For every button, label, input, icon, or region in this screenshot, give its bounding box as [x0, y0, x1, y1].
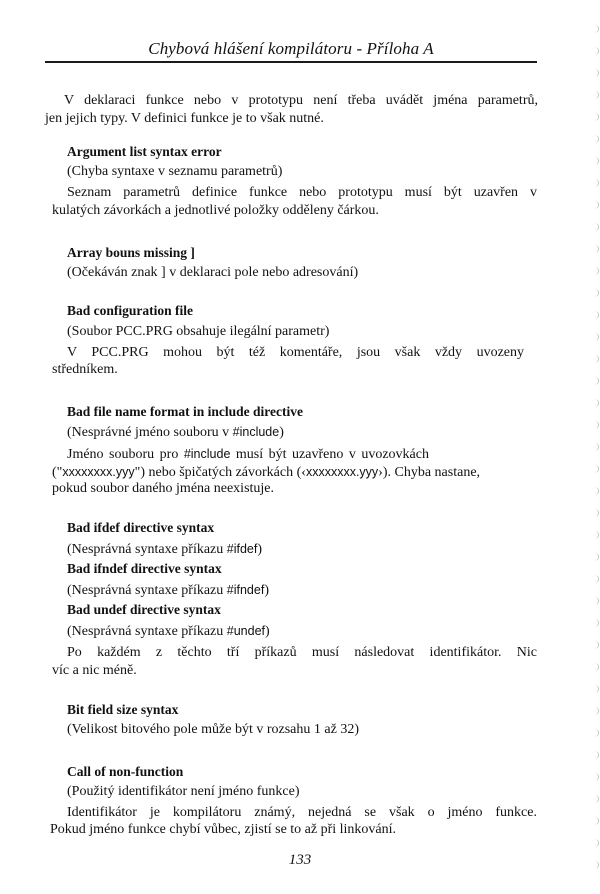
margin-mark — [594, 773, 599, 781]
margin-mark — [594, 795, 599, 803]
margin-mark — [594, 25, 599, 33]
section-title: Bad file name format in include directive — [67, 404, 303, 419]
section-body-line: Pokud jméno funkce chybí vůbec, zjistí se to až při linkování. — [50, 822, 397, 837]
translation-text: ) — [279, 425, 284, 440]
margin-mark — [594, 729, 599, 737]
section-translation: (Očekáván znak ] v deklaraci pole nebo adresování) — [67, 265, 359, 280]
margin-mark — [594, 553, 599, 561]
section-title: Argument list syntax error — [67, 144, 222, 159]
running-header-title: Chybová hlášení kompilátoru - Příloha A — [148, 39, 434, 58]
section-body-line — [52, 464, 480, 481]
margin-mark — [594, 443, 599, 451]
margin-mark — [594, 47, 599, 55]
margin-mark — [594, 421, 599, 429]
translation-text: (Nesprávná syntaxe příkazu — [67, 583, 227, 598]
margin-mark — [594, 69, 599, 77]
margin-mark — [594, 289, 599, 297]
section-body-line: kulatých závorkách a jednotlivé položky odděleny čárkou. — [52, 203, 379, 218]
margin-mark — [594, 355, 599, 363]
margin-mark — [594, 465, 599, 473]
translation-text: (Nesprávná syntaxe příkazu — [67, 624, 227, 639]
code-ifndef: #ifndef — [226, 583, 265, 597]
margin-mark — [594, 135, 599, 143]
margin-mark — [594, 509, 599, 517]
body-text: musí být uzavřeno v uvozovkách — [230, 447, 429, 462]
translation-text: (Nesprávná syntaxe příkazu — [67, 542, 227, 557]
section-title: Bad ifdef directive syntax — [67, 520, 215, 535]
margin-mark — [594, 91, 599, 99]
section-title: Bad configuration file — [67, 303, 194, 318]
section-body-line: Identifikátor je kompilátoru známý, nejedná se však o jméno funkce. — [67, 805, 537, 820]
section-body-line — [67, 446, 429, 463]
section-translation: (Soubor PCC.PRG obsahuje ilegální parametr) — [67, 324, 330, 339]
margin-mark — [594, 531, 599, 539]
section-body-line: pokud soubor daného jména neexistuje. — [52, 481, 275, 496]
margin-mark — [594, 179, 599, 187]
margin-mark — [594, 707, 599, 715]
code-filename: xxxxxxxx.yyy — [305, 465, 379, 479]
margin-mark — [594, 399, 599, 407]
code-ifdef: #ifdef — [226, 542, 258, 556]
section-translation: (Velikost bitového pole může být v rozsahu 1 až 32) — [67, 722, 359, 737]
margin-mark — [594, 487, 599, 495]
body-text: ›). Chyba nastane, — [378, 465, 481, 480]
margin-mark — [594, 817, 599, 825]
body-text: Jméno souboru pro — [67, 447, 184, 462]
section-title: Bad undef directive syntax — [67, 602, 221, 617]
section-translation — [67, 541, 262, 558]
page-number: 133 — [288, 852, 312, 868]
section-title: Bit field size syntax — [67, 702, 179, 717]
code-undef: #undef — [226, 624, 266, 638]
margin-mark — [594, 641, 599, 649]
section-body-line: Po každém z těchto tří příkazů musí následovat identifikátor. Nic — [67, 645, 537, 660]
margin-mark — [594, 113, 599, 121]
translation-text: ) — [257, 542, 263, 557]
header-rule — [45, 61, 537, 63]
margin-mark — [594, 575, 599, 583]
section-title: Bad ifndef directive syntax — [67, 561, 222, 576]
margin-mark — [594, 751, 599, 759]
intro-line: V deklaraci funkce nebo v prototypu není třeba uvádět jména parametrů, — [64, 93, 538, 108]
margin-mark — [594, 267, 599, 275]
section-translation — [67, 582, 269, 599]
section-body-line: víc a nic méně. — [52, 663, 137, 678]
margin-mark — [594, 245, 599, 253]
intro-line: jen jejich typy. V definici funkce je to však nutné. — [45, 111, 324, 126]
section-translation: (Použitý identifikátor není jméno funkce) — [67, 784, 300, 799]
code-filename: xxxxxxxx.yyy — [62, 465, 135, 479]
margin-mark — [594, 201, 599, 209]
code-include: #include — [183, 447, 231, 461]
margin-mark — [594, 663, 599, 671]
section-title: Array bouns missing ] — [67, 245, 195, 260]
margin-mark — [594, 597, 599, 605]
section-title: Call of non-function — [67, 764, 184, 779]
margin-mark — [594, 619, 599, 627]
margin-mark — [594, 685, 599, 693]
scan-margin-marks — [594, 20, 600, 880]
section-body-line: středníkem. — [52, 362, 118, 377]
translation-text: (Nesprávné jméno souboru v — [67, 425, 233, 440]
section-translation — [67, 623, 270, 640]
margin-mark — [594, 377, 599, 385]
margin-mark — [594, 333, 599, 341]
margin-mark — [594, 157, 599, 165]
section-translation — [67, 424, 284, 441]
margin-mark — [594, 839, 599, 847]
body-text: (" — [52, 465, 63, 480]
margin-mark — [594, 223, 599, 231]
section-body-line: Seznam parametrů definice funkce nebo prototypu musí být uzavřen v — [67, 185, 537, 200]
translation-text: ) — [265, 624, 270, 639]
body-text: ") nebo špičatých závorkách (‹ — [134, 465, 306, 480]
section-body-line: V PCC.PRG mohou být též komentáře, jsou však vždy uvozeny — [67, 345, 524, 360]
margin-mark — [594, 311, 599, 319]
section-translation: (Chyba syntaxe v seznamu parametrů) — [67, 164, 283, 179]
translation-text: ) — [264, 583, 269, 598]
margin-mark — [594, 861, 599, 869]
code-include: #include — [232, 425, 280, 439]
